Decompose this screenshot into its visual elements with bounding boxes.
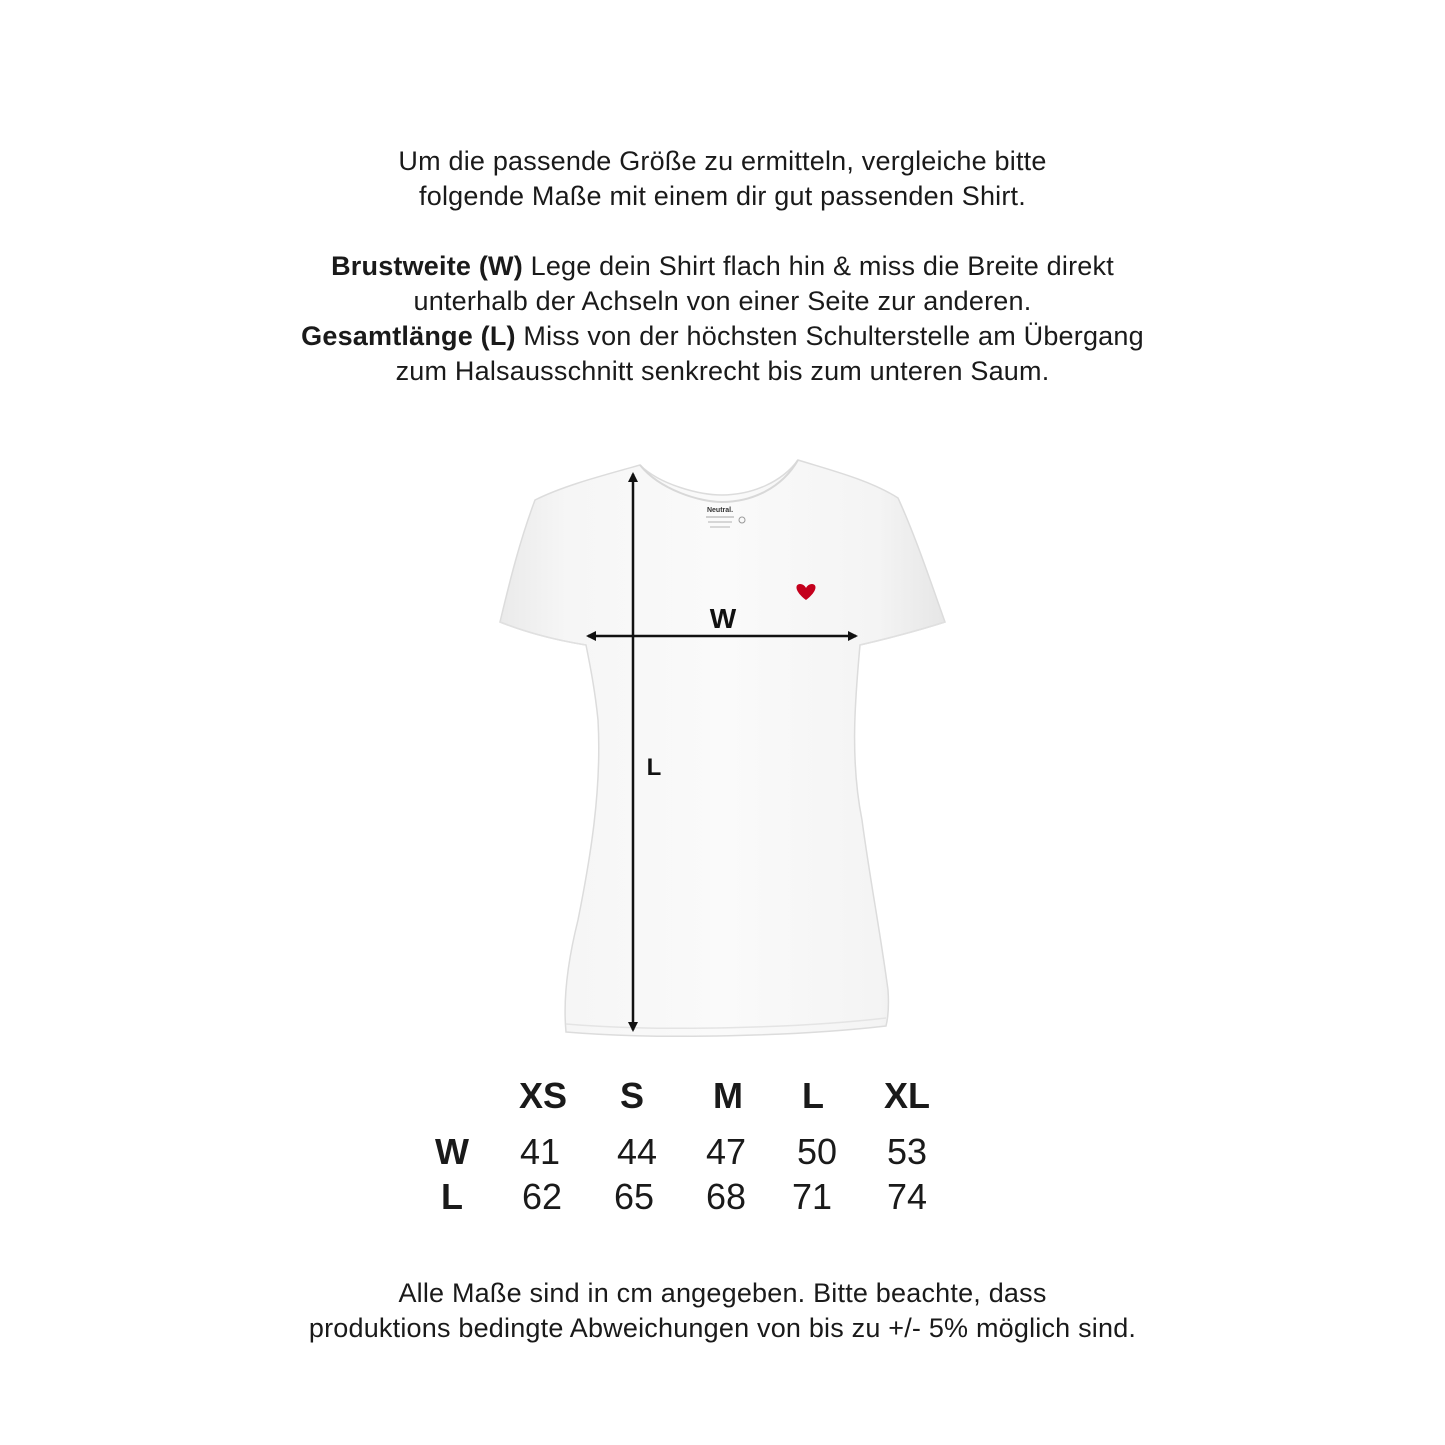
chest-width-text-1: Lege dein Shirt flach hin & miss die Breite direkt: [522, 251, 1114, 281]
intro-line-1: Um die passende Größe zu ermitteln, vergleiche bitte: [398, 146, 1047, 176]
size-header-s: S: [619, 1075, 644, 1116]
length-l-value: 71: [791, 1176, 833, 1217]
length-marker-label: L: [646, 754, 662, 781]
size-table: [0, 1068, 1445, 1228]
width-m-value: 47: [705, 1131, 747, 1172]
row-label-width: W: [435, 1131, 469, 1172]
length-m-value: 68: [705, 1176, 747, 1217]
length-xs-value: 62: [521, 1176, 563, 1217]
chest-width-text-2: unterhalb der Achseln von einer Seite zur anderen.: [413, 286, 1032, 316]
length-s-value: 65: [613, 1176, 655, 1217]
width-xl-value: 53: [886, 1131, 928, 1172]
width-l-value: 50: [796, 1131, 838, 1172]
width-marker-label: W: [709, 603, 737, 634]
row-label-length: L: [441, 1176, 463, 1217]
length-text-1: Miss von der höchsten Schulterstelle am Übergang: [515, 321, 1144, 351]
brand-label-text: Neutral.: [706, 507, 734, 514]
footer-line-1: Alle Maße sind in cm angegeben. Bitte beachte, dass: [398, 1278, 1047, 1308]
chest-width-term: Brustweite (W): [331, 251, 523, 281]
size-header-xs: XS: [518, 1075, 568, 1116]
footer-note: [0, 1276, 1445, 1346]
intro-line-2: folgende Maße mit einem dir gut passenden Shirt.: [419, 181, 1026, 211]
size-header-l: L: [802, 1075, 824, 1116]
length-term: Gesamtlänge (L): [301, 321, 516, 351]
tshirt-shape: [500, 460, 945, 1036]
footer-line-2: produktions bedingte Abweichungen von bis zu +/- 5% möglich sind.: [308, 1313, 1137, 1343]
length-text-2: zum Halsausschnitt senkrecht bis zum unteren Saum.: [395, 356, 1050, 386]
size-header-m: M: [713, 1075, 743, 1116]
width-xs-value: 41: [519, 1131, 561, 1172]
width-s-value: 44: [616, 1131, 658, 1172]
length-xl-value: 74: [886, 1176, 928, 1217]
size-header-xl: XL: [883, 1075, 930, 1116]
